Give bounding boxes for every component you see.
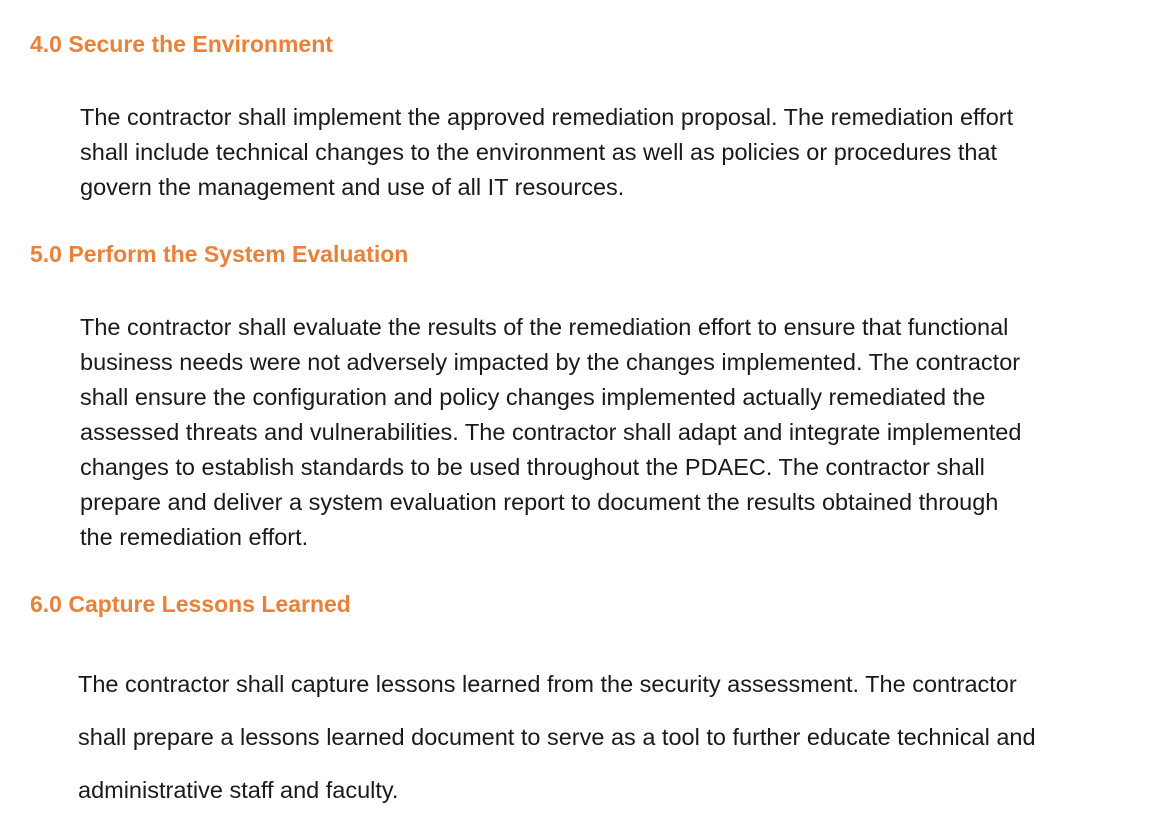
section-heading-lessons-learned: 6.0 Capture Lessons Learned [30, 591, 351, 617]
paragraph-line: business needs were not adversely impacted by the changes implemented. The contractor [80, 349, 1021, 375]
section-paragraph-lessons-learned [78, 658, 1036, 817]
paragraph-line: shall include technical changes to the environment as well as policies or procedures that [80, 139, 998, 165]
paragraph-line: changes to establish standards to be used throughout the PDAEC. The contractor shall [80, 454, 985, 480]
paragraph-line: The contractor shall implement the approved remediation proposal. The remediation effort [80, 104, 1014, 130]
paragraph-line: The contractor shall evaluate the results of the remediation effort to ensure that functional [80, 314, 1009, 340]
paragraph-line: shall ensure the configuration and policy changes implemented actually remediated the [80, 384, 986, 410]
paragraph-line: shall prepare a lessons learned document to serve as a tool to further educate technical and [78, 724, 1036, 750]
section-heading-system-evaluation: 5.0 Perform the System Evaluation [30, 241, 409, 267]
paragraph-line: assessed threats and vulnerabilities. The contractor shall adapt and integrate implemented [80, 419, 1022, 445]
paragraph-line: administrative staff and faculty. [78, 777, 399, 803]
paragraph-line: The contractor shall capture lessons learned from the security assessment. The contractor [78, 671, 1017, 697]
section-paragraph-secure-environment [80, 100, 1013, 205]
section-paragraph-system-evaluation [80, 310, 1021, 555]
paragraph-line: govern the management and use of all IT resources. [80, 174, 625, 200]
paragraph-line: the remediation effort. [80, 524, 309, 550]
section-heading-secure-environment: 4.0 Secure the Environment [30, 31, 333, 57]
paragraph-line: prepare and deliver a system evaluation report to document the results obtained through [80, 489, 999, 515]
